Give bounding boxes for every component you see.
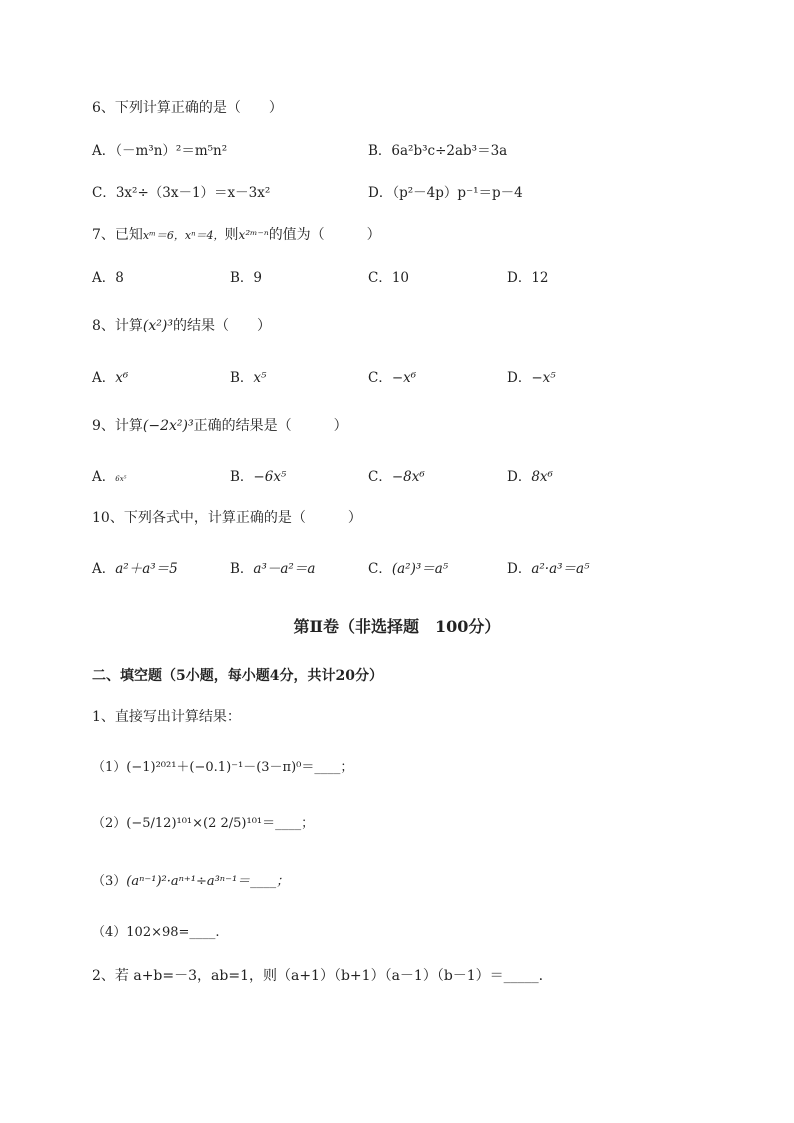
option-expr: （p²－4p）p⁻¹＝p－4 — [392, 185, 523, 201]
option-label: D． — [507, 469, 532, 485]
option-label: B． — [230, 561, 254, 577]
q8-stem-pre: 8、计算 — [92, 318, 143, 334]
q8-expr: (x²)³ — [142, 318, 173, 334]
q8-stem — [92, 316, 271, 336]
q8-option-a — [92, 368, 128, 388]
q7-option-c: C．10 — [368, 270, 410, 286]
q7-stem-post: 的值为（ ） — [268, 227, 381, 243]
item-label: （2） — [92, 816, 127, 831]
q6-option-a — [92, 141, 227, 161]
option-label: A． — [92, 469, 116, 485]
q9-option-d — [507, 467, 553, 487]
option-label: B． — [230, 370, 254, 386]
q6-stem: 6、下列计算正确的是（ ） — [92, 100, 283, 116]
option-expr: −6x⁵ — [253, 469, 287, 485]
q7-option-b: B．9 — [230, 270, 263, 286]
option-expr: a²＋a³＝5 — [115, 561, 178, 577]
q7-cond1: xᵐ＝6， — [142, 229, 185, 242]
option-expr: x⁵ — [253, 370, 267, 386]
option-expr: a³－a²＝a — [253, 561, 316, 577]
item-expr: (aⁿ⁻¹)²·aⁿ⁺¹÷a³ⁿ⁻¹＝____； — [126, 874, 290, 889]
q7-stem — [92, 225, 381, 246]
q10-stem: 10、下列各式中，计算正确的是（ ） — [92, 510, 362, 526]
item-expr: (−5/12)¹⁰¹×(2 2/5)¹⁰¹＝____； — [126, 816, 315, 831]
option-label: C． — [92, 185, 116, 201]
q10-option-d — [507, 559, 590, 579]
q7-option-d: D．12 — [507, 270, 549, 286]
option-label: C． — [368, 469, 392, 485]
fill1-item2 — [92, 814, 314, 834]
option-expr: （－m³n）²＝m⁵n² — [115, 143, 228, 159]
q9-option-c — [368, 467, 425, 487]
option-label: A． — [92, 561, 116, 577]
option-expr: x⁶ — [115, 370, 129, 386]
option-label: B． — [368, 143, 392, 159]
q7-target: x²ᵐ⁻ⁿ — [238, 228, 269, 242]
q9-stem — [92, 416, 348, 436]
option-label: C． — [368, 370, 392, 386]
option-label: A． — [92, 143, 116, 159]
option-expr: 8x⁶ — [531, 469, 553, 485]
option-expr: −x⁶ — [391, 370, 417, 386]
q9-stem-pre: 9、计算 — [92, 418, 143, 434]
option-label: D． — [507, 561, 532, 577]
q8-stem-post: 的结果（ ） — [172, 318, 271, 334]
option-label: A． — [92, 370, 116, 386]
fill1-stem: 1、直接写出计算结果： — [92, 709, 241, 725]
option-expr: 6x⁵ — [115, 475, 127, 483]
q7-stem-pre: 7、已知 — [92, 227, 143, 243]
option-label: B． — [230, 469, 254, 485]
q7-option-a: A．8 — [92, 270, 124, 286]
fill2-stem: 2、若 a+b=－3，ab=1，则（a+1）（b+1）（a－1）（b－1）＝_____. — [92, 968, 544, 984]
q10-option-c — [368, 559, 448, 579]
q9-option-b — [230, 467, 286, 487]
option-expr: −8x⁶ — [391, 469, 425, 485]
item-label: （1） — [92, 760, 127, 775]
option-expr: −x⁵ — [531, 370, 556, 386]
q10-option-a — [92, 559, 178, 579]
q8-option-c — [368, 368, 416, 388]
item-expr: (−1)²⁰²¹＋(−0.1)⁻¹－(3－π)⁰＝____； — [126, 760, 354, 775]
option-label: D． — [507, 370, 532, 386]
fill1-item4: （4）102×98=____. — [92, 925, 220, 940]
item-label: （3） — [92, 874, 127, 889]
q9-expr: (−2x²)³ — [142, 418, 194, 434]
q9-option-a — [92, 467, 126, 489]
q6-option-b — [368, 141, 507, 161]
part2-title: 第Ⅱ卷（非选择题 100分） — [293, 617, 501, 636]
option-expr: 6a²b³c÷2ab³＝3a — [391, 143, 508, 159]
option-label: D． — [368, 185, 393, 201]
q6-option-c — [92, 183, 270, 203]
q8-option-b — [230, 368, 266, 388]
option-expr: a²·a³＝a⁵ — [531, 561, 590, 577]
q7-stem-mid: 则 — [224, 227, 239, 243]
q7-cond2: xⁿ＝4， — [184, 229, 225, 242]
q10-option-b — [230, 559, 315, 579]
option-expr: (a²)³＝a⁵ — [391, 561, 449, 577]
option-label: C． — [368, 561, 392, 577]
option-expr: 3x²÷（3x－1）＝x－3x² — [115, 185, 271, 201]
q9-stem-post: 正确的结果是（ ） — [193, 418, 348, 434]
fill1-item3 — [92, 872, 289, 892]
q8-option-d — [507, 368, 556, 388]
section2-title: 二、填空题（5小题，每小题4分，共计20分） — [92, 668, 383, 684]
q6-option-d — [368, 183, 523, 203]
fill1-item1 — [92, 758, 353, 778]
